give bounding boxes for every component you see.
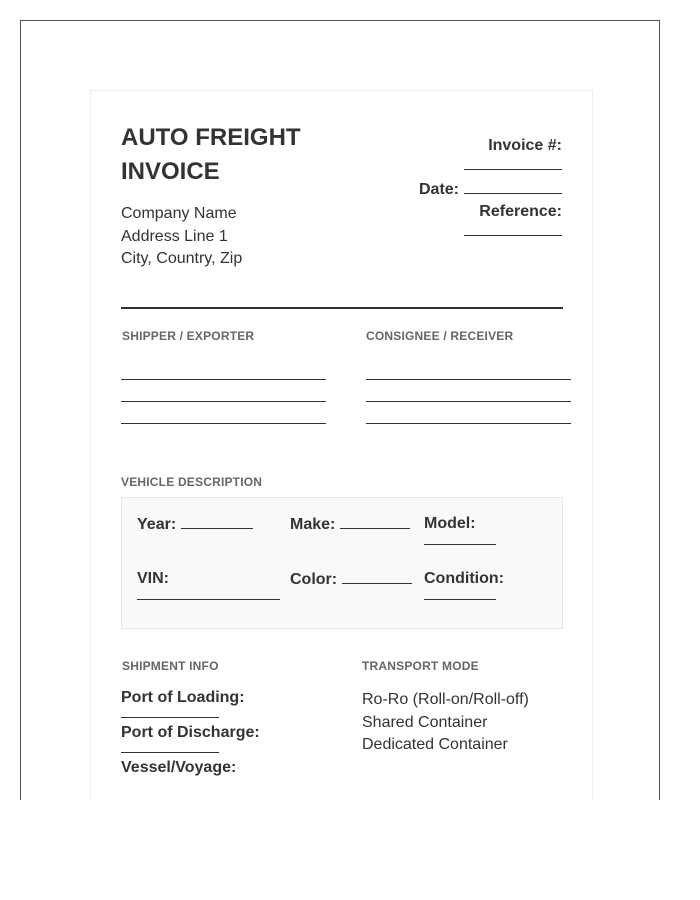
shipper-lines: [121, 358, 326, 424]
invoice-meta: [362, 135, 562, 245]
port-loading-label: Port of Loading:: [121, 689, 245, 706]
company-city: City, Country, Zip: [121, 250, 243, 267]
condition-item: [424, 569, 504, 600]
shipment-section-label: SHIPMENT INFO: [122, 659, 219, 673]
transport-section-label: TRANSPORT MODE: [362, 659, 479, 673]
invoice-number-field[interactable]: [464, 169, 562, 170]
port-discharge-field[interactable]: [121, 752, 219, 753]
vin-item: [137, 569, 280, 600]
model-label: Model:: [424, 515, 476, 532]
company-address: Address Line 1: [121, 227, 228, 245]
vin-label: VIN:: [137, 570, 169, 587]
vessel-label: Vessel/Voyage:: [121, 759, 237, 776]
model-field[interactable]: [424, 544, 496, 545]
transport-option-shared: Shared Container: [362, 713, 488, 731]
make-label: Make:: [290, 516, 336, 533]
port-loading-field[interactable]: [121, 717, 219, 718]
make-field[interactable]: [340, 514, 410, 529]
vin-field[interactable]: [137, 599, 280, 600]
color-item: [290, 569, 412, 590]
year-label: Year:: [137, 516, 177, 533]
consignee-label: CONSIGNEE / RECEIVER: [366, 329, 514, 343]
date-label: Date:: [418, 181, 459, 198]
header-divider: [121, 307, 563, 309]
consignee-line-3[interactable]: [366, 402, 571, 424]
condition-field[interactable]: [424, 599, 496, 600]
shipment-info: [121, 687, 260, 779]
transport-option-roro: Ro-Ro (Roll-on/Roll-off): [362, 691, 529, 708]
shipper-line-2[interactable]: [121, 380, 326, 402]
transport-mode-list: [362, 689, 529, 757]
color-label: Color:: [290, 571, 338, 588]
date-field[interactable]: [464, 179, 562, 194]
color-field[interactable]: [342, 569, 412, 584]
shipper-line-1[interactable]: [121, 358, 326, 380]
shipper-label: SHIPPER / EXPORTER: [122, 329, 255, 343]
invoice-page: [90, 90, 593, 800]
transport-option-dedicated: Dedicated Container: [362, 736, 508, 753]
shipper-line-3[interactable]: [121, 402, 326, 424]
invoice-number-label: Invoice #:: [488, 137, 562, 154]
invoice-title: AUTO FREIGHT INVOICE: [121, 124, 301, 185]
year-item: [137, 514, 253, 535]
consignee-line-1[interactable]: [366, 358, 571, 380]
document-frame: [20, 20, 660, 800]
vehicle-section-label: VEHICLE DESCRIPTION: [121, 475, 263, 489]
year-field[interactable]: [181, 514, 253, 529]
model-item: [424, 514, 496, 545]
reference-label: Reference:: [479, 203, 562, 220]
condition-label: Condition:: [424, 570, 504, 587]
reference-field[interactable]: [464, 235, 562, 236]
company-name: Company Name: [121, 205, 237, 222]
make-item: [290, 514, 410, 535]
port-discharge-label: Port of Discharge:: [121, 724, 260, 741]
company-block: [121, 203, 242, 271]
consignee-lines: [366, 358, 571, 424]
consignee-line-2[interactable]: [366, 380, 571, 402]
vehicle-description-box: [121, 497, 563, 629]
